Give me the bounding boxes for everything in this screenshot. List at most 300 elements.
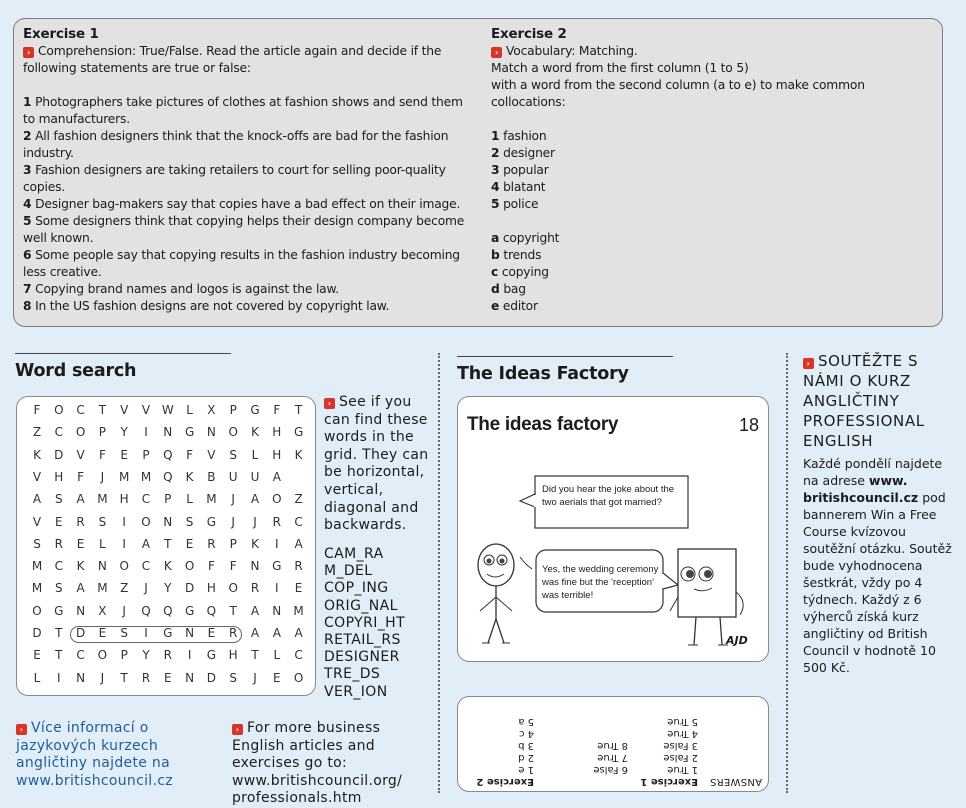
grid-letter[interactable]: B [207,469,216,484]
grid-letter[interactable]: N [97,559,107,574]
column-divider [786,353,788,793]
grid-row [17,646,317,668]
matching-item [491,162,936,179]
answer-item: 3 False [663,740,698,751]
grid-letter[interactable]: L [251,447,259,462]
matching-key: 5 [491,197,500,211]
grid-letter[interactable]: I [122,514,126,529]
wordsearch-title: Word search [15,361,137,381]
grid-letter[interactable]: E [98,626,107,640]
grid-letter[interactable]: K [185,469,194,484]
matching-key: a [491,231,500,245]
grid-letter[interactable]: C [141,492,151,507]
grid-letter[interactable]: X [98,603,107,618]
grid-row [17,446,317,468]
grid-letter[interactable]: I [144,626,148,640]
statement-number: 6 [23,248,32,262]
grid-letter[interactable]: P [229,403,237,417]
exercise-2-column-1 [491,128,936,213]
matching-word: popular [503,163,549,177]
statement-text: Designer bag-makers say that copies have a bad effect on their image. [35,197,461,211]
matching-item [491,298,936,315]
grid-letter[interactable]: R [207,536,216,551]
grid-letter[interactable]: S [33,536,41,551]
grid-letter[interactable]: S [54,492,63,507]
grid-letter[interactable]: S [229,670,237,685]
grid-letter[interactable]: A [272,626,281,640]
cartoon-title: The ideas factory [467,414,619,435]
grid-letter[interactable]: N [163,514,173,529]
grid-letter[interactable]: R [54,536,63,551]
exercise-2-instruction-2: with a word from the second column (a to e) to make common collocations: [491,78,865,109]
grid-letter[interactable]: F [207,559,215,574]
wordsearch-instructions: › See if you can find these words in the grid. They can be horizontal, vertical, diagonal and backwards. [324,394,429,534]
wordsearch-word-list [324,546,405,701]
grid-letter[interactable]: F [33,403,41,417]
grid-letter[interactable]: S [120,626,128,640]
statement-number: 7 [23,282,32,296]
grid-letter[interactable]: G [163,626,173,640]
grid-row [17,490,317,512]
matching-item [491,196,936,213]
grid-letter[interactable]: J [253,670,257,685]
grid-letter[interactable]: E [207,626,216,640]
matching-key: b [491,248,500,262]
matching-key: e [491,299,500,313]
grid-letter[interactable]: Y [164,581,172,596]
grid-letter[interactable]: R [141,670,151,685]
grid-letter[interactable]: T [294,403,303,417]
search-word: ORIG_NAL [324,597,398,614]
grid-letter[interactable]: J [122,603,126,618]
grid-letter[interactable]: Q [163,447,173,462]
grid-letter[interactable]: N [76,603,86,618]
grid-letter[interactable]: A [250,626,260,640]
statement-text: Photographers take pictures of clothes at fashion shows and send them to manufacturers. [23,95,463,126]
footer-czech: › Více informací o jazykových kurzech angličtiny najdete na www.britishcouncil.cz [16,720,173,789]
search-word: VER_ION [324,683,388,700]
matching-key: 1 [491,129,500,143]
grid-letter[interactable]: O [272,492,282,507]
statement-text: All fashion designers think that the knock-offs are bad for the fashion industry. [23,129,449,160]
matching-key: 4 [491,180,500,194]
grid-letter[interactable]: U [228,469,238,484]
statement-item [23,281,473,298]
grid-letter[interactable]: O [32,603,42,618]
grid-letter[interactable]: Z [120,581,129,596]
grid-letter[interactable]: V [207,447,216,462]
grid-row [17,401,317,423]
grid-letter[interactable]: A [250,492,260,507]
grid-letter[interactable]: C [76,403,85,417]
grid-letter[interactable]: I [275,536,279,551]
statement-number: 8 [23,299,32,313]
grid-letter[interactable]: O [228,581,238,596]
grid-row [17,602,317,624]
grid-letter[interactable]: Q [163,469,173,484]
answer-item: 1 True [667,764,698,775]
grid-letter[interactable]: L [33,670,41,685]
grid-letter[interactable]: K [76,559,85,574]
arrow-marker-icon: › [491,47,502,58]
matching-key: 2 [491,146,500,160]
grid-letter[interactable]: K [251,536,259,551]
arrow-marker-icon: › [232,724,243,735]
grid-letter[interactable]: N [206,425,216,440]
statement-item [23,162,473,196]
competition-column [803,351,953,676]
grid-letter[interactable]: I [275,581,279,596]
grid-row [17,513,317,535]
grid-letter[interactable]: L [273,648,281,663]
matching-word: copying [501,265,549,279]
grid-letter[interactable]: P [120,648,128,663]
grid-letter[interactable]: G [250,403,260,417]
grid-letter[interactable]: K [163,559,172,574]
competition-link[interactable]: www. britishcouncil.cz [803,473,919,505]
grid-letter[interactable]: Q [141,603,151,618]
search-word: TRE_DS [324,666,381,683]
grid-letter[interactable]: M [31,581,43,596]
grid-letter[interactable]: T [55,626,63,640]
cartoon-panel [457,396,769,662]
grid-letter[interactable]: K [294,447,303,462]
grid-letter[interactable]: M [97,492,108,507]
matching-item [491,179,936,196]
grid-row [17,423,317,445]
grid-row [17,468,317,490]
grid-letter[interactable]: S [229,447,237,462]
answer-item: 4 True [667,728,698,739]
grid-letter[interactable]: J [100,469,105,484]
grid-letter[interactable]: N [185,626,195,640]
search-word: CAM_RA [324,546,384,562]
grid-letter[interactable]: O [293,670,304,685]
grid-letter[interactable]: A [76,492,85,507]
exercise-box [13,18,943,327]
grid-letter[interactable]: P [142,447,150,462]
answers-ex2-col [518,715,534,775]
grid-letter[interactable]: E [185,536,194,551]
answers-ex2-label: Exercise 2 [476,776,534,787]
grid-letter[interactable]: M [119,469,130,484]
grid-letter[interactable]: U [250,469,260,484]
statement-text: Some people say that copying results in the fashion industry becoming less creative. [23,248,460,279]
matching-key: d [491,282,500,296]
answer-item: 3 b [518,740,534,751]
statement-text: Copying brand names and logos is against the law. [35,282,339,296]
grid-letter[interactable]: I [187,648,192,663]
grid-letter[interactable]: P [98,425,107,440]
artist-signature: AJD [726,634,748,647]
grid-letter[interactable]: H [119,492,129,507]
statement-item [23,247,473,281]
grid-letter[interactable]: V [32,469,42,484]
grid-letter[interactable]: R [229,626,238,640]
grid-letter[interactable]: H [272,447,282,462]
grid-letter[interactable]: F [77,469,85,484]
grid-row [17,535,317,557]
grid-letter[interactable]: M [97,581,108,596]
grid-row [17,669,317,691]
grid-letter[interactable]: R [76,514,85,529]
statement-item [23,128,473,162]
grid-letter[interactable]: Q [163,603,173,618]
exercise-2-heading: Exercise 2 [491,26,567,42]
grid-letter[interactable]: C [76,648,85,663]
grid-letter[interactable]: Z [294,492,303,507]
grid-letter[interactable]: C [54,559,63,574]
matching-word: fashion [503,129,547,143]
column-divider [438,353,440,793]
grid-letter[interactable]: G [184,425,195,440]
grid-letter[interactable]: C [294,514,303,529]
grid-letter[interactable]: R [163,648,172,663]
exercise-1-intro: › Comprehension: True/False. Read the article again and decide if the following statements are true or false: [23,44,442,75]
grid-letter[interactable]: O [54,403,64,417]
grid-letter[interactable]: O [184,559,195,574]
grid-letter[interactable]: H [54,469,64,484]
grid-letter[interactable]: S [185,514,194,529]
grid-letter[interactable]: T [229,603,237,618]
grid-letter[interactable]: S [54,581,63,596]
grid-letter[interactable]: N [250,559,260,574]
grid-letter[interactable]: A [141,536,151,551]
grid-letter[interactable]: M [293,603,304,618]
grid-letter[interactable]: K [33,447,41,462]
grid-letter[interactable]: Z [32,425,42,440]
grid-letter[interactable]: E [120,447,128,462]
ideas-section-title: The Ideas Factory [457,364,629,384]
grid-letter[interactable]: Q [206,603,217,618]
grid-letter[interactable]: E [164,670,172,685]
grid-letter[interactable]: W [161,403,174,417]
grid-letter[interactable]: D [184,581,195,596]
search-word: RETAIL_RS [324,632,401,649]
grid-letter[interactable]: A [272,469,281,484]
grid-letter[interactable]: R [250,581,260,596]
grid-letter[interactable]: O [119,559,129,574]
grid-letter[interactable]: J [253,514,257,529]
grid-letter[interactable]: P [229,536,237,551]
grid-letter[interactable]: A [32,492,42,507]
exercise-1 [23,26,473,315]
grid-letter[interactable]: T [164,536,172,551]
answer-item: 2 d [518,752,534,763]
answer-item: 8 True [597,740,628,751]
answer-item: 2 False [663,752,698,763]
footer-english: › For more business English articles and exercises go to: www.britishcouncil.org/ professionals.htm [232,720,403,806]
grid-letter[interactable]: A [76,581,85,596]
grid-letter[interactable]: I [144,425,148,440]
answers-ex1-col1 [663,715,698,775]
grid-letter[interactable]: A [250,603,260,618]
grid-letter[interactable]: E [33,648,41,663]
grid-letter[interactable]: D [32,626,42,640]
grid-letter[interactable]: L [186,492,193,507]
grid-letter[interactable]: O [75,425,86,440]
grid-letter[interactable]: G [54,603,64,618]
grid-letter[interactable]: M [206,492,217,507]
arrow-marker-icon: › [324,398,335,409]
grid-letter[interactable]: F [186,447,194,462]
matching-item [491,281,936,298]
grid-letter[interactable]: G [184,603,195,618]
grid-letter[interactable]: J [231,514,235,529]
grid-letter[interactable]: S [98,514,107,529]
grid-letter[interactable]: N [76,670,86,685]
exercise-1-statements [23,94,473,315]
grid-letter[interactable]: L [186,403,193,417]
grid-letter[interactable]: O [141,514,151,529]
grid-row [17,579,317,601]
answer-item: 7 True [597,752,628,763]
answers-ex1-label: Exercise 1 [640,776,698,787]
search-word: COPYRI_HT [324,614,406,631]
grid-letter[interactable]: Y [142,648,150,663]
matching-word: police [503,197,539,211]
matching-word: blatant [503,180,546,194]
speech-bubble-2: Yes, the wedding ceremony was fine but the 'reception' was terrible! [542,564,659,601]
answer-item: 5 True [667,716,698,727]
grid-letter[interactable]: R [294,559,303,574]
grid-letter[interactable]: V [120,403,129,417]
grid-letter[interactable]: M [140,469,152,484]
grid-letter[interactable]: N [163,425,173,440]
grid-letter[interactable]: D [75,626,86,640]
grid-letter[interactable]: E [76,536,85,551]
exercise-2-intro: › Vocabulary: Matching. [491,43,936,60]
matching-word: copyright [502,231,560,245]
answers-upside-down [458,697,769,792]
statement-number: 2 [23,129,32,143]
answer-item: 6 False [593,764,628,775]
matching-item [491,128,936,145]
statement-item [23,94,473,128]
grid-letter[interactable]: O [228,425,238,440]
answers-label: ANSWERS [709,776,762,787]
exercise-2 [491,26,936,315]
statement-text: Some designers think that copying helps their design company become well known. [23,214,465,245]
answers-panel [457,696,769,792]
grid-letter[interactable]: H [228,648,238,663]
grid-letter[interactable]: T [120,670,128,685]
statement-item [23,298,473,315]
grid-letter[interactable]: D [206,670,217,685]
grid-letter[interactable]: C [54,425,63,440]
statement-item [23,196,473,213]
grid-letter[interactable]: N [272,603,282,618]
arrow-marker-icon: › [803,358,814,369]
grid-letter[interactable]: L [99,536,106,551]
grid-letter[interactable]: V [32,514,42,529]
grid-letter[interactable]: A [294,626,303,640]
grid-letter[interactable]: G [206,514,217,529]
grid-letter[interactable]: K [251,425,259,440]
answer-item: 1 e [518,764,534,775]
statement-number: 1 [23,95,32,109]
competition-title: › SOUTĚŽTE S NÁMI O KURZ ANGLIČTINY PROFESSIONAL ENGLISH [803,352,925,450]
exercise-2-column-2 [491,230,936,315]
matching-word: editor [502,299,538,313]
answers-ex1-col2 [593,739,628,775]
grid-letter[interactable]: P [164,492,172,507]
grid-letter[interactable]: V [76,447,85,462]
grid-row [17,557,317,579]
grid-letter[interactable]: T [98,403,107,417]
matching-item [491,145,936,162]
grid-letter[interactable]: E [273,670,281,685]
grid-letter[interactable]: F [229,559,237,574]
grid-letter[interactable]: Y [120,425,128,440]
grid-letter[interactable]: J [231,492,235,507]
cartoon-drawing [458,397,769,662]
search-word: COP_ING [324,580,389,597]
grid-letter[interactable]: R [272,514,281,529]
statement-item [23,213,473,247]
grid-letter[interactable]: I [57,670,61,685]
grid-letter[interactable]: F [98,447,106,462]
grid-letter[interactable]: N [185,670,195,685]
grid-letter[interactable]: H [272,425,282,440]
grid-letter[interactable]: F [273,403,281,417]
grid-letter[interactable]: C [141,559,151,574]
matching-item [491,247,936,264]
grid-letter[interactable]: E [294,581,303,596]
exercise-1-heading: Exercise 1 [23,26,99,42]
grid-letter[interactable]: J [144,581,148,596]
grid-letter[interactable]: E [55,514,63,529]
matching-key: c [491,265,499,279]
speech-bubble-1: Did you hear the joke about the two aerials that got married? [542,484,675,508]
answer-item: 4 c [518,728,534,739]
grid-letter[interactable]: G [293,425,304,440]
matching-item [491,230,936,247]
found-word-ring [70,626,242,643]
grid-letter[interactable]: A [294,536,303,551]
grid-letter[interactable]: H [206,581,216,596]
grid-letter[interactable]: D [54,447,64,462]
grid-letter[interactable]: X [207,403,216,417]
grid-letter[interactable]: V [141,403,151,417]
grid-letter[interactable]: G [206,648,217,663]
matching-key: 3 [491,163,500,177]
grid-letter[interactable]: O [97,648,108,663]
grid-letter[interactable]: G [272,559,282,574]
wordsearch-rule [15,353,231,354]
grid-letter[interactable]: T [251,648,259,663]
matching-word: trends [503,248,542,262]
search-word: M_DEL [324,563,373,580]
answer-item: 5 a [518,716,534,727]
matching-word: designer [503,146,555,160]
statement-text: In the US fashion designs are not covered by copyright law. [35,299,390,313]
matching-item [491,264,936,281]
matching-word: bag [503,282,526,296]
arrow-marker-icon: › [16,724,27,735]
cartoon-number: 18 [738,415,759,435]
statement-number: 4 [23,197,32,211]
statement-number: 5 [23,214,32,228]
competition-body: Každé pondělí najdete na adrese www. britishcouncil.cz pod bannerem Win a Free Course kvízovou soutěžní otázku. Soutěž bude vyhodnocena šestkrát, vždy po 4 týdnech. Každý z 6 výherců získá kurz angličtiny od British Council v hodnotě 10 500 Kč. [803,456,952,675]
grid-letter[interactable]: C [294,648,303,663]
grid-letter[interactable]: J [100,670,105,685]
arrow-marker-icon: › [23,47,34,58]
statement-number: 3 [23,163,32,177]
grid-letter[interactable]: M [31,559,43,574]
grid-letter[interactable]: I [122,536,126,551]
grid-letter[interactable]: T [55,648,63,663]
